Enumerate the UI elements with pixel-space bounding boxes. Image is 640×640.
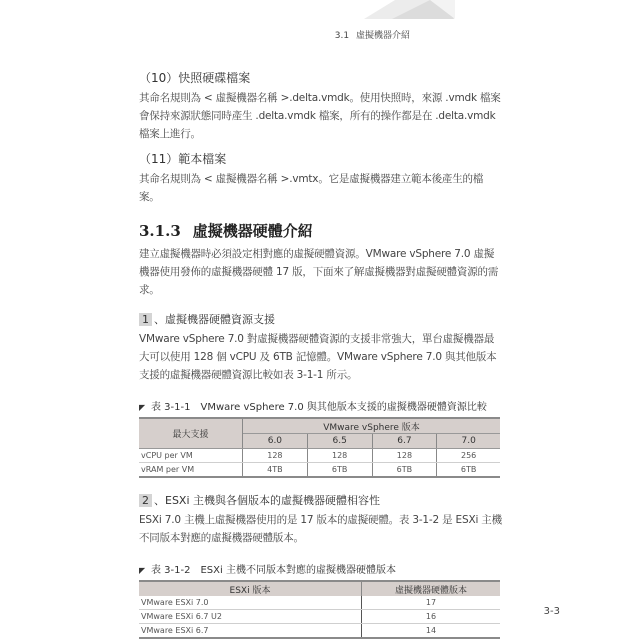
table1-caption	[139, 398, 503, 413]
table1-cell: 256	[437, 449, 500, 463]
table2-header-hw: 虛擬機器硬體版本	[362, 581, 501, 596]
table2-header-esxi: ESXi 版本	[139, 581, 362, 596]
section-intro: 建立虛擬機器時必須設定相對應的虛擬硬體資源。VMware vSphere 7.0 虛擬機器使用發佈的虛擬機器硬體 17 版，下面來了解虛擬機器對虛擬硬體資源的需求。	[139, 248, 499, 296]
table1-row-header-label: 最大支援	[139, 418, 243, 449]
section-heading	[139, 220, 503, 241]
item2-title: ESXi 主機與各個版本的虛擬機器硬體相容性	[165, 494, 381, 507]
table-row	[139, 463, 500, 478]
table2-id: 表 3-1-2	[151, 565, 191, 576]
item2-paragraph: ESXi 7.0 主機上虛擬機器使用的是 17 版本的虛擬硬體。表 3-1-2 是 ESXi 主機不同版本對應的虛擬機器硬體版本。	[139, 514, 502, 544]
item2-heading	[139, 492, 503, 508]
table2-esxi-cell: VMware ESXi 7.0	[139, 596, 362, 610]
table1-version-header: 6.5	[307, 434, 372, 449]
item1-paragraph: VMware vSphere 7.0 對虛擬機器硬體資源的支援非常強大，單台虛擬機器最大可以使用 128 個 vCPU 及 6TB 記憶體。VMware vSphere 7.0 與其他版本支援的虛擬機器硬體資源比較如表 3-1-1 所示。	[139, 333, 497, 381]
page-number: 3-3	[543, 606, 560, 617]
running-header	[335, 28, 410, 41]
template-heading: （11）範本檔案	[139, 152, 227, 166]
page-content	[139, 70, 503, 639]
table-row	[139, 596, 500, 610]
caption-marker-icon: ◤	[139, 403, 146, 412]
running-header-section-number: 3.1	[334, 31, 350, 41]
table-row	[139, 610, 500, 624]
table1-cell: 128	[243, 449, 308, 463]
snapshot-paragraph: 其命名規則為 < 虛擬機器名稱 >.delta.vmdk。使用快照時，來源 .vmdk 檔案會保持來源狀態同時產生 .delta.vmdk 檔案，所有的操作都是在 .delta.vmdk 檔案上進行。	[139, 92, 501, 140]
table1-cell: 6TB	[437, 463, 500, 478]
item2-separator: 、	[154, 494, 165, 507]
table-row	[139, 624, 500, 639]
table1-cell: 4TB	[243, 463, 308, 478]
item1-heading	[139, 311, 503, 327]
table1-id: 表 3-1-1	[151, 402, 191, 413]
table2-esxi-hardware-versions	[139, 580, 500, 639]
table1-row-label: vRAM per VM	[139, 463, 243, 478]
table1-version-header: 7.0	[437, 434, 500, 449]
header-decoration	[0, 0, 640, 22]
table1-row-label: vCPU per VM	[139, 449, 243, 463]
table2-hw-cell: 14	[362, 624, 501, 639]
table2-esxi-cell: VMware ESXi 6.7	[139, 624, 362, 639]
table1-group-header: VMware vSphere 版本	[243, 418, 501, 434]
section-number: 3.1.3	[139, 222, 181, 240]
table1-vsphere-comparison	[139, 417, 500, 478]
table2-caption	[139, 561, 503, 576]
running-header-section-title: 虛擬機器介紹	[355, 31, 410, 41]
table2-hw-cell: 17	[362, 596, 501, 610]
table1-cell: 6TB	[307, 463, 372, 478]
snapshot-heading: （10）快照硬碟檔案	[139, 71, 251, 85]
item2-number-badge: 2	[139, 494, 152, 507]
table1-cell: 128	[307, 449, 372, 463]
table2-title: ESXi 主機不同版本對應的虛擬機器硬體版本	[200, 565, 396, 576]
item1-separator: 、	[154, 313, 165, 326]
table2-esxi-cell: VMware ESXi 6.7 U2	[139, 610, 362, 624]
table2-hw-cell: 16	[362, 610, 501, 624]
table1-cell: 128	[372, 449, 437, 463]
table1-title: VMware vSphere 7.0 與其他版本支援的虛擬機器硬體資源比較	[200, 402, 487, 413]
table-row	[139, 449, 500, 463]
table1-version-header: 6.7	[372, 434, 437, 449]
table1-cell: 6TB	[372, 463, 437, 478]
caption-marker-icon: ◤	[139, 566, 146, 575]
item1-title: 虛擬機器硬體資源支援	[165, 313, 275, 326]
table1-version-header: 6.0	[243, 434, 308, 449]
section-title: 虛擬機器硬體介紹	[192, 222, 313, 240]
item1-number-badge: 1	[139, 313, 152, 326]
template-paragraph: 其命名規則為 < 虛擬機器名稱 >.vmtx。它是虛擬機器建立範本後產生的檔案。	[139, 173, 484, 203]
